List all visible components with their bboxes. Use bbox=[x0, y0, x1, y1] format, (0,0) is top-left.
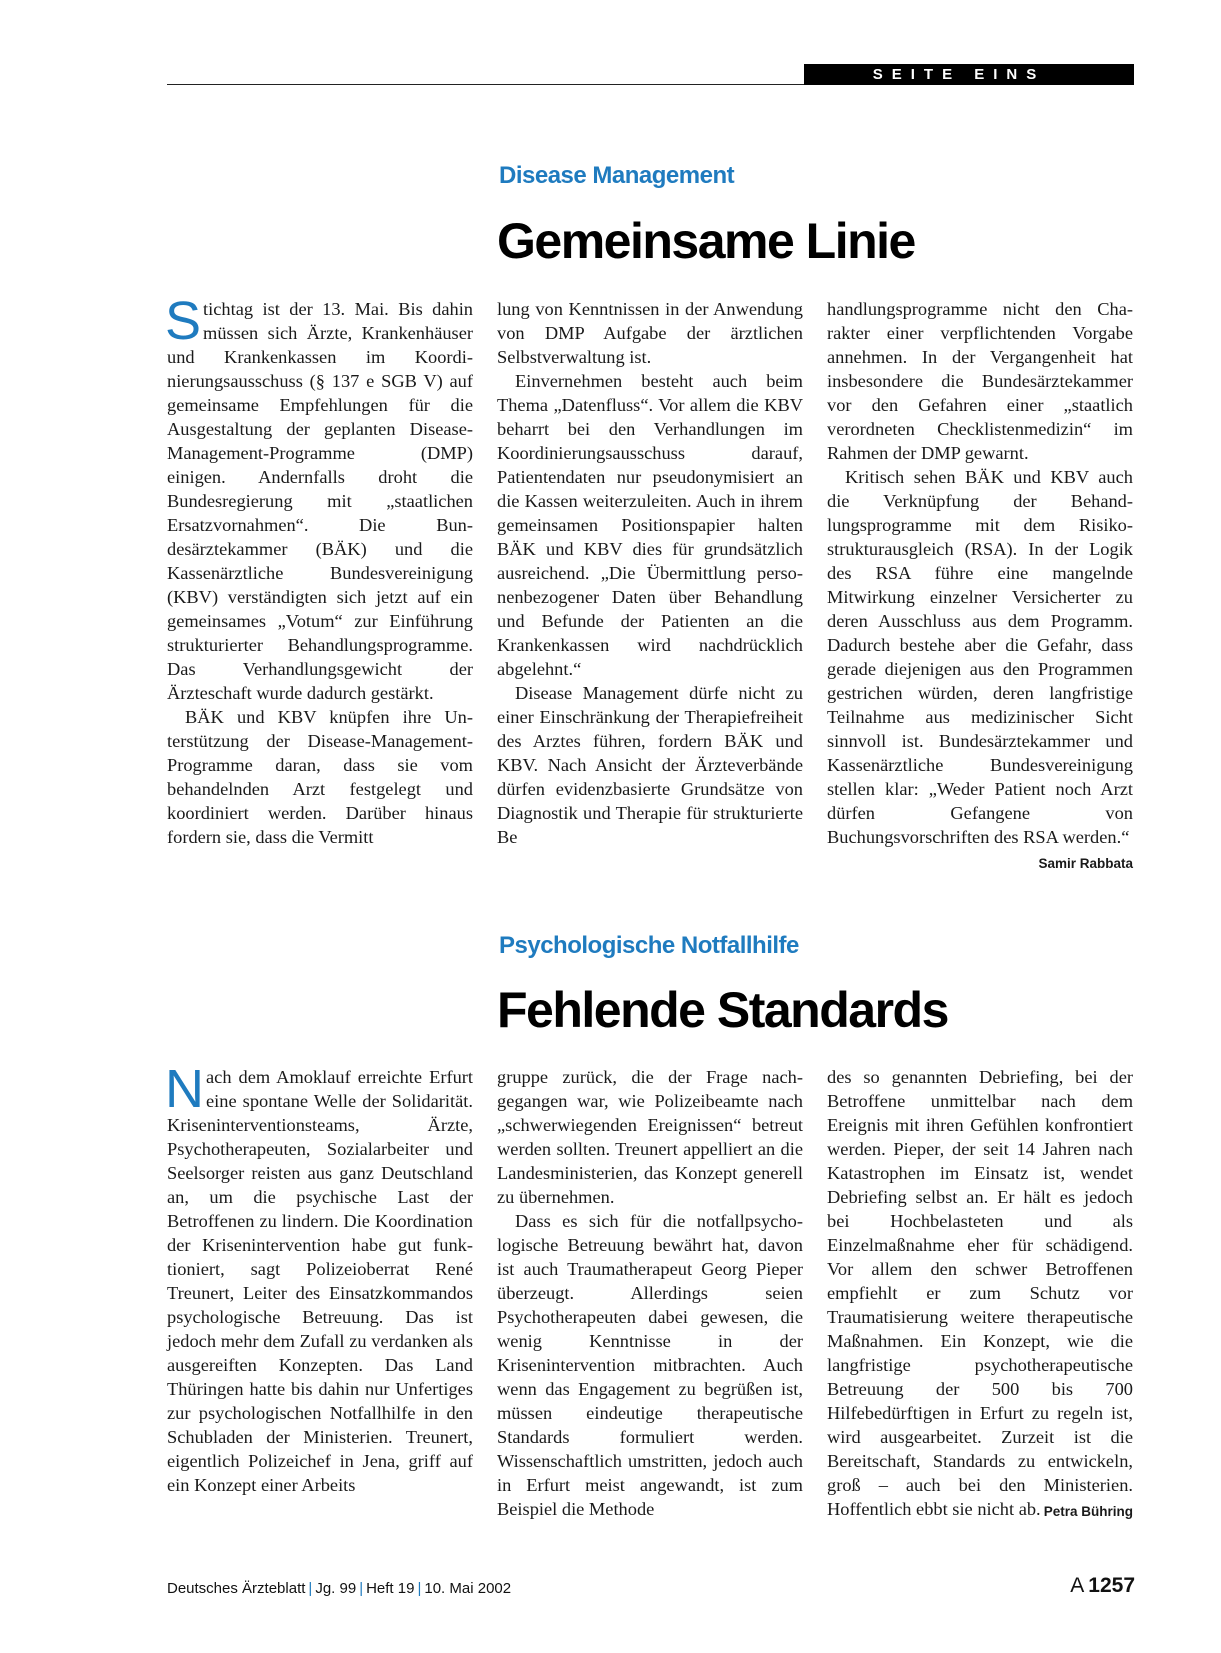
article1-col3-para-1: handlungsprogramme nicht den Charakter einer verpflichtenden Vorgabe annehmen. In der Vergangenheit hat insbesondere die Bundesärztekammer vor den Gefahren einer „staatlich verordneten Checklistenmedizin“ im Rahmen der DMP gewarnt. bbox=[827, 299, 1133, 463]
article2-col2-para-2: Dass es sich für die notfallpsychologische Betreuung bewährt hat, davon ist auch Traumatherapeut Georg Pieper überzeugt. Allerdings seien Psychotherapeuten dabei gewesen, die wenig Kenntnisse in der Krisenintervention mitbrachten. Auch wenn das Engagement zu begrüßen ist, müssen eindeutige therapeutische Standards formuliert werden. Wissenschaftlich umstritten, jedoch auch in Erfurt meist angewandt, ist zum Beispiel die Methode bbox=[497, 1211, 803, 1519]
footer-separator: | bbox=[359, 1580, 364, 1597]
article1-author: Samir Rabbata bbox=[1038, 856, 1133, 871]
article1-col1-para-2: BÄK und KBV knüpfen ihre Unterstützung der Disease-Management-Programme daran, dass sie vom behandelnden Arzt festgelegt und koordiniert werden. Darüber hinaus fordern sie, dass die Vermitt bbox=[167, 707, 473, 847]
article1-column-3 bbox=[827, 297, 1133, 876]
page-letter: A bbox=[1070, 1574, 1085, 1597]
article2-headline: Fehlende Standards bbox=[497, 982, 948, 1038]
page-number bbox=[1070, 1574, 1135, 1598]
section-label: SEITE EINS bbox=[804, 64, 1134, 85]
article2-column-3 bbox=[827, 1065, 1133, 1524]
article2-col1-para-1: Nach dem Amoklauf erreichte Erfurt eine spontane Welle der Solidarität. Kriseninterventionsteams, Ärzte, Psychotherapeuten, Sozialarbeiter und Seelsorger reisten aus ganz Deutschland an, um die psychische Last der Betroffenen zu lindern. Die Koordination der Krisenintervention habe gut funktioniert, sagt Polizeioberrat René Treunert, Leiter des Einsatzkommandos psychologische Betreuung. Das ist jedoch mehr dem Zufall zu verdanken als ausgereiften Konzepten. Das Land Thüringen hatte bis dahin nur Unfertiges zur psychologischen Notfallhilfe in den Schubladen der Ministerien. Treunert, eigentlich Polizeichef in Jena, griff auf ein Konzept einer Arbeits bbox=[165, 1059, 473, 1495]
article2-author: Petra Bühring bbox=[1043, 1504, 1133, 1519]
journal-name: Deutsches Ärzteblatt bbox=[167, 1580, 306, 1597]
article2-dropcap: N bbox=[165, 1059, 204, 1119]
footer-separator: | bbox=[308, 1580, 313, 1597]
article2-col2-para-1: gruppe zurück, die der Frage nachgegangen war, wie Polizeibeamte nach „schwerwiegenden Ereignissen“ betreut werden sollten. Treunert appelliert an die Landesministerien, das Konzept generell zu übernehmen. bbox=[497, 1067, 803, 1207]
article2-column-2 bbox=[497, 1065, 803, 1521]
article1-column-1 bbox=[165, 291, 473, 849]
article1-col2-para-3: Disease Management dürfe nicht zu einer Einschränkung der Therapiefreiheit des Arztes führen, fordern BÄK und KBV. Nach Ansicht der Ärzteverbände dürfen evidenzbasierte Grundsätze von Diagnostik und Therapie für strukturierte Be bbox=[497, 683, 803, 847]
article1-col1-para-1: Stichtag ist der 13. Mai. Bis dahin müssen sich Ärzte, Krankenhäuser und Krankenkassen im Koordinierungsausschuss (§ 137 e SGB V) auf gemeinsame Empfehlungen für die Ausgestaltung der geplanten Disease-Management-Programme (DMP) einigen. Andernfalls droht die Bundesregierung mit „staatlichen Ersatzvornahmen“. Die Bundesärztekammer (BÄK) und die Kassenärztliche Bundesvereinigung (KBV) verständigten sich jetzt auf ein gemeinsames „Votum“ zur Einführung strukturierter Behandlungsprogramme. Das Verhandlungsgewicht der Ärzteschaft wurde dadurch gestärkt. bbox=[165, 291, 473, 703]
article1-col2-para-1: lung von Kenntnissen in der Anwendung von DMP Aufgabe der ärztlichen Selbstverwaltung ist. bbox=[497, 299, 803, 367]
article1-col2-para-2: Einvernehmen besteht auch beim Thema „Datenfluss“. Vor allem die KBV beharrt bei den Verhandlungen im Koordinierungsausschuss darauf, Patientendaten nur pseudonymisiert an die Kassen weiterzuleiten. Auch in ihrem gemeinsamen Positionspapier halten BÄK und KBV dies für grundsätzlich ausreichend. „Die Übermittlung personenbezogener Daten über Behandlung und Befunde der Patienten an die Krankenkassen wird nachdrücklich abgelehnt.“ bbox=[497, 371, 803, 679]
footer-citation bbox=[167, 1580, 511, 1597]
article2-column-1 bbox=[165, 1059, 473, 1497]
article1-dropcap: S bbox=[165, 291, 202, 351]
article1-col3-para-2: Kritisch sehen BÄK und KBV auch die Verknüpfung der Behandlungsprogramme mit dem Risikostrukturausgleich (RSA). In der Logik des RSA führe eine mangelnde Mitwirkung einzelner Versicherter zu deren Ausschluss aus dem Programm. Dadurch bestehe aber die Gefahr, dass gerade diejenigen aus den Programmen gestrichen würden, deren langfristige Teilnahme aus medizinischer Sicht sinnvoll ist. Bundesärztekammer und Kassenärztliche Bundesvereinigung stellen klar: „Weder Patient noch Arzt dürfen Gefangene von Buchungsvorschriften des RSA werden.“ Samir Rabbata bbox=[827, 465, 1133, 849]
journal-volume: Jg. 99 bbox=[315, 1580, 357, 1597]
article2-col3-para-1: des so genannten Debriefing, bei der Betroffene unmittelbar nach dem Ereignis mit ihren Gefühlen konfrontiert werden. Pieper, der seit 14 Jahren nach Katastrophen im Einsatz ist, wendet Debriefing selbst an. Er hält es jedoch bei Hochbelasteten und als Einzelmaßnahme eher für schädigend. Vor allem den schwer Betroffenen empfiehlt er zum Schutz vor Traumatisierung weitere therapeutische Maßnahmen. Ein Konzept, wie die langfristige psychotherapeutische Betreuung der 500 bis 700 Hilfebedürftigen in Erfurt zu regeln ist, wird ausgearbeitet. Zurzeit ist die Bereitschaft, Standards zu entwickeln, groß – auch bei den Ministerien. Hoffentlich ebbt sie nicht ab. Petra Bühring bbox=[827, 1065, 1133, 1521]
article1-column-2 bbox=[497, 297, 803, 849]
page-number-value: 1257 bbox=[1088, 1574, 1135, 1597]
footer-separator: | bbox=[417, 1580, 422, 1597]
article1-kicker: Disease Management bbox=[499, 162, 735, 189]
article1-headline: Gemeinsame Linie bbox=[497, 213, 915, 269]
article2-kicker: Psychologische Notfallhilfe bbox=[499, 932, 799, 959]
journal-issue: Heft 19 bbox=[366, 1580, 415, 1597]
journal-date: 10. Mai 2002 bbox=[424, 1580, 512, 1597]
